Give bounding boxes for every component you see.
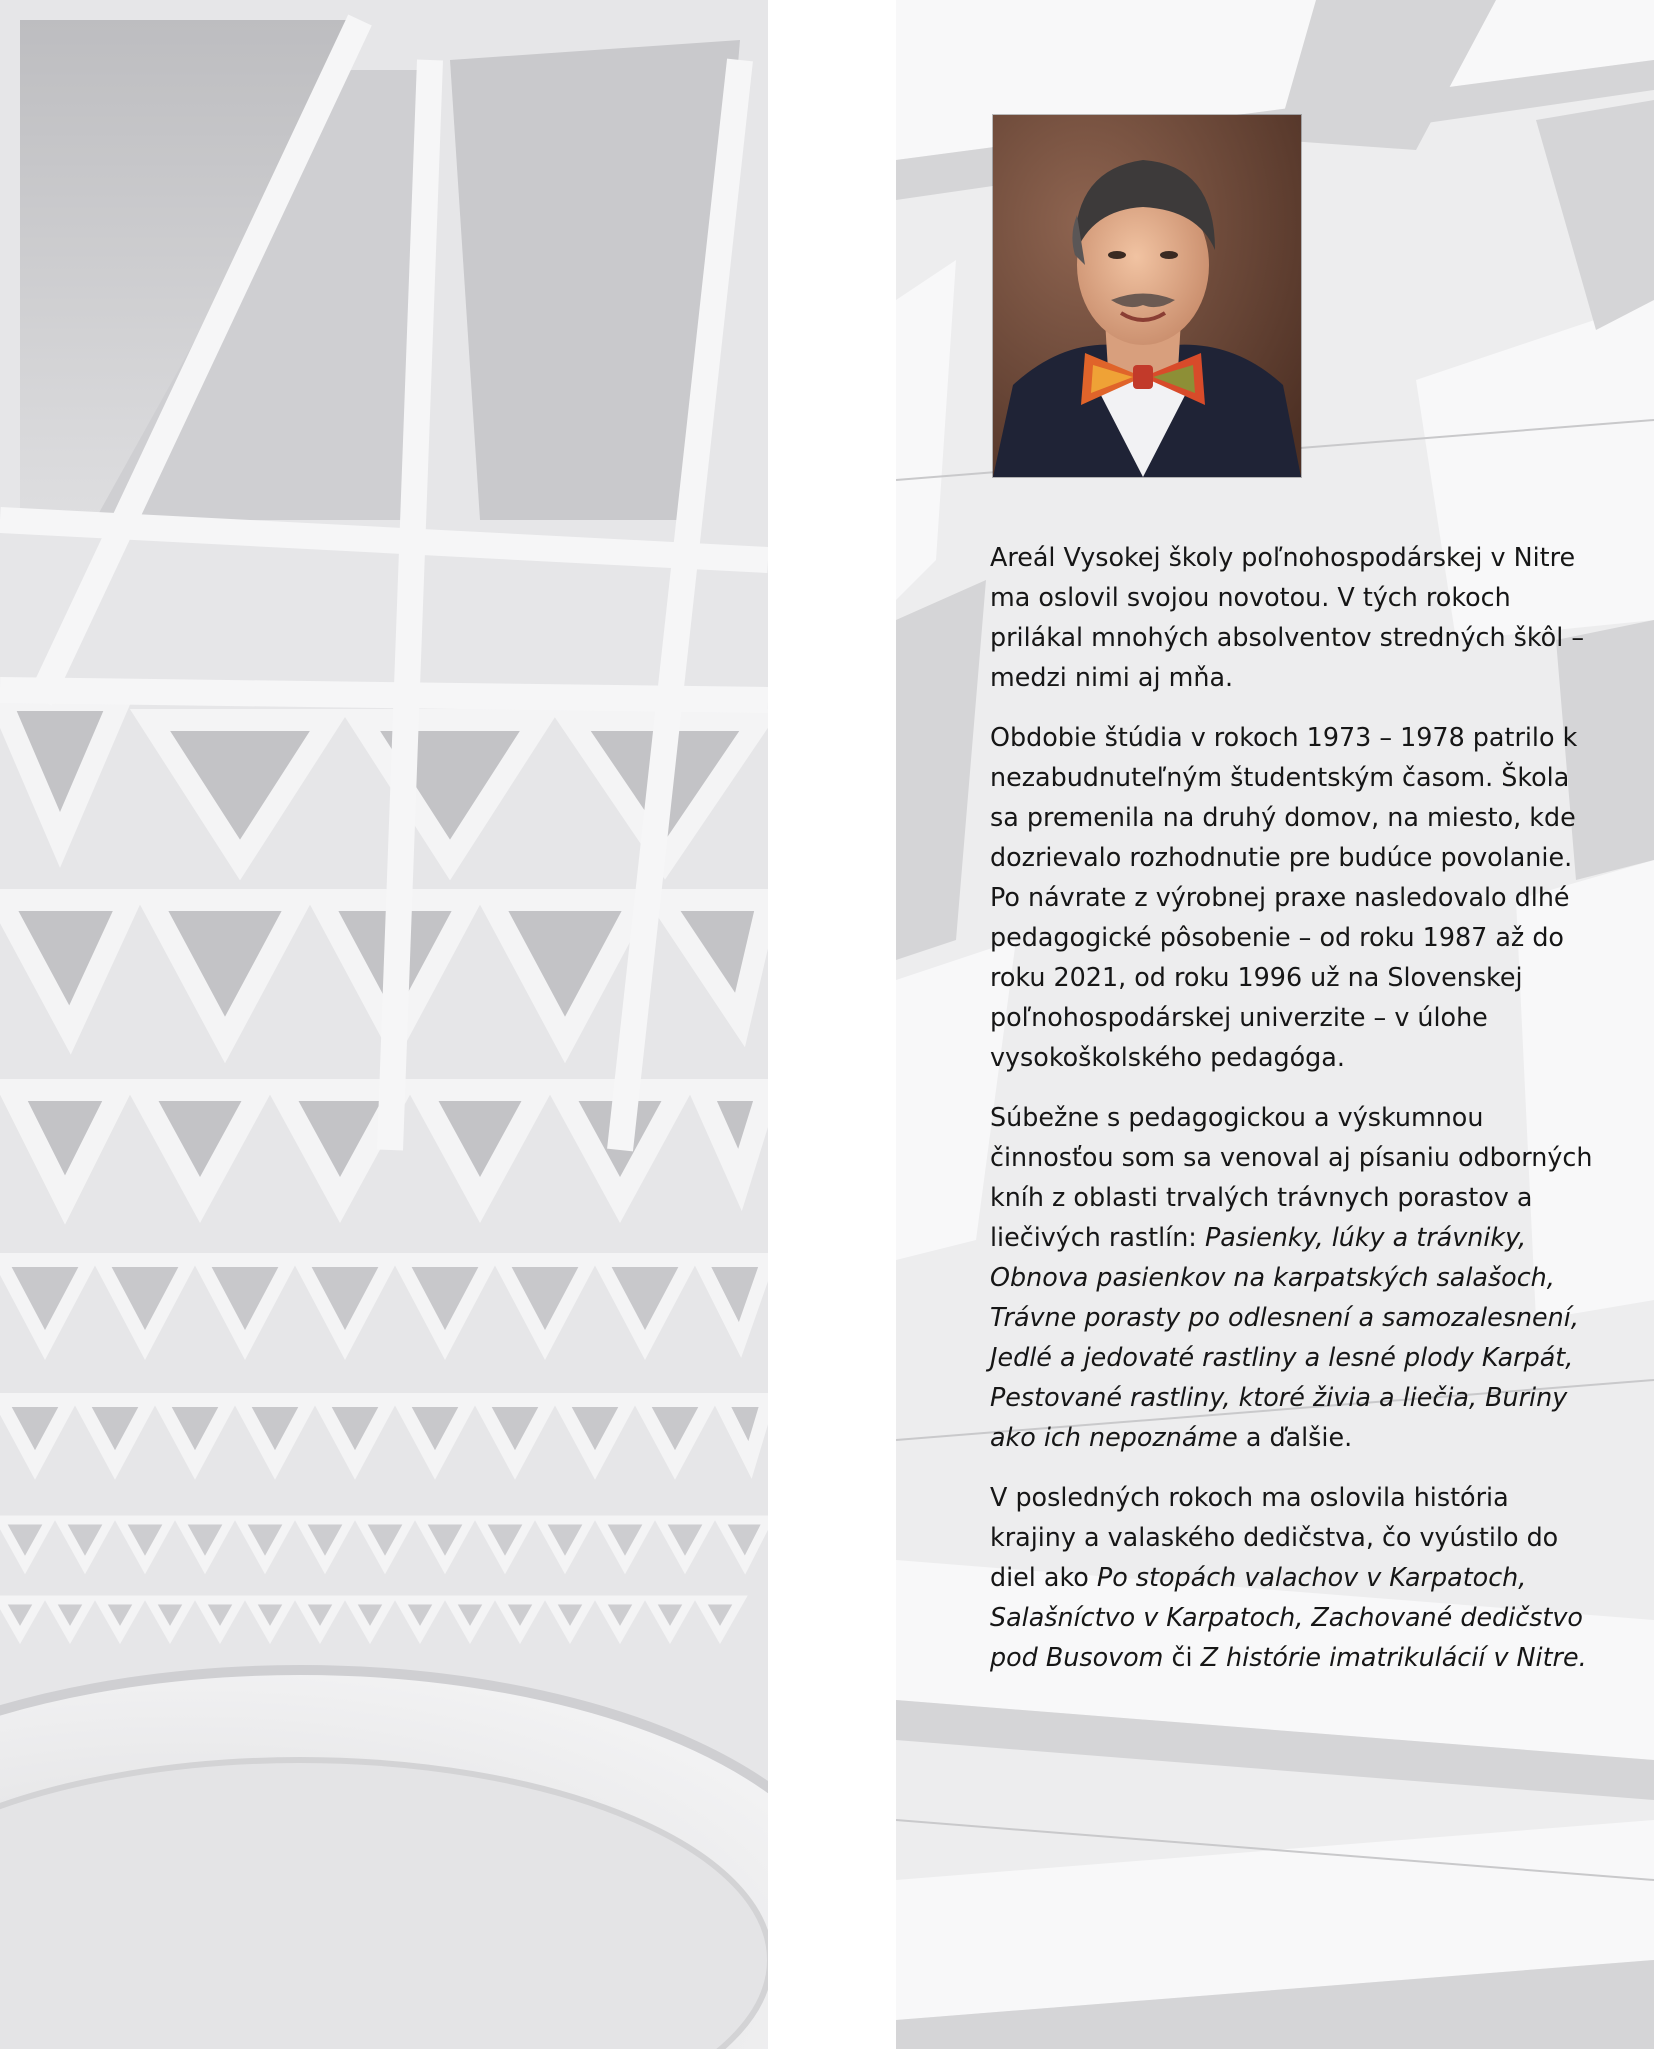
page-gutter (768, 0, 896, 2049)
portrait-photo-icon (993, 115, 1301, 477)
book-titles-history-1: Po stopách valachov v Karpatoch, Salašníctvo v Karpatoch, Zachované dedičstvo pod Busovom (990, 1562, 1583, 1672)
bio-paragraph-4 (990, 1477, 1600, 1677)
bio-p3-end: a ďalšie. (1237, 1422, 1353, 1452)
book-titles-history-2: Z histórie imatrikulácií v Nitre. (1200, 1642, 1587, 1672)
bio-panel (896, 0, 1654, 2049)
author-biography (990, 537, 1600, 1697)
book-titles-agriculture: Pasienky, lúky a trávniky, Obnova pasienkov na karpatských salašoch, Trávne porasty po odlesnení a samozalesnení, Jedlé a jedovaté rastliny a lesné plody Karpát, Pestované rastliny, ktoré živia a liečia, Buriny ako ich nepoznáme (990, 1222, 1579, 1452)
bio-p4-intro: V posledných rokoch ma oslovila história krajiny a valaského dedičstva, čo vyústilo do diel ako (990, 1482, 1559, 1592)
bio-p3-intro: Súbežne s pedagogickou a výskumnou činnosťou som sa venoval aj písaniu odborných kníh z oblasti trvalých trávnych porastov a liečivých rastlín: (990, 1102, 1593, 1252)
bio-paragraph-1: Areál Vysokej školy poľnohospodárskej v Nitre ma oslovil svojou novotou. V tých rokoch prilákal mnohých absolventov stredných škôl – medzi nimi aj mňa. (990, 542, 1585, 692)
author-portrait (993, 115, 1301, 477)
bio-paragraph-3 (990, 1097, 1600, 1457)
bio-paragraph-2: Obdobie štúdia v rokoch 1973 – 1978 patrilo k nezabudnuteľným študentským časom. Škola sa premenila na druhý domov, na miesto, kde dozrievalo rozhodnutie pre budúce povolanie. Po návrate z výrobnej praxe nasledovalo dlhé pedagogické pôsobenie – od roku 1987 až do roku 2021, od roku 1996 už na Slovenskej poľnohospodárskej univerzite – v úlohe vysokoškolského pedagóga. (990, 722, 1578, 1072)
ceiling-photo-left (0, 0, 768, 2049)
waffle-ceiling-illustration (0, 0, 768, 2049)
bio-p4-mid: či (1163, 1642, 1201, 1672)
